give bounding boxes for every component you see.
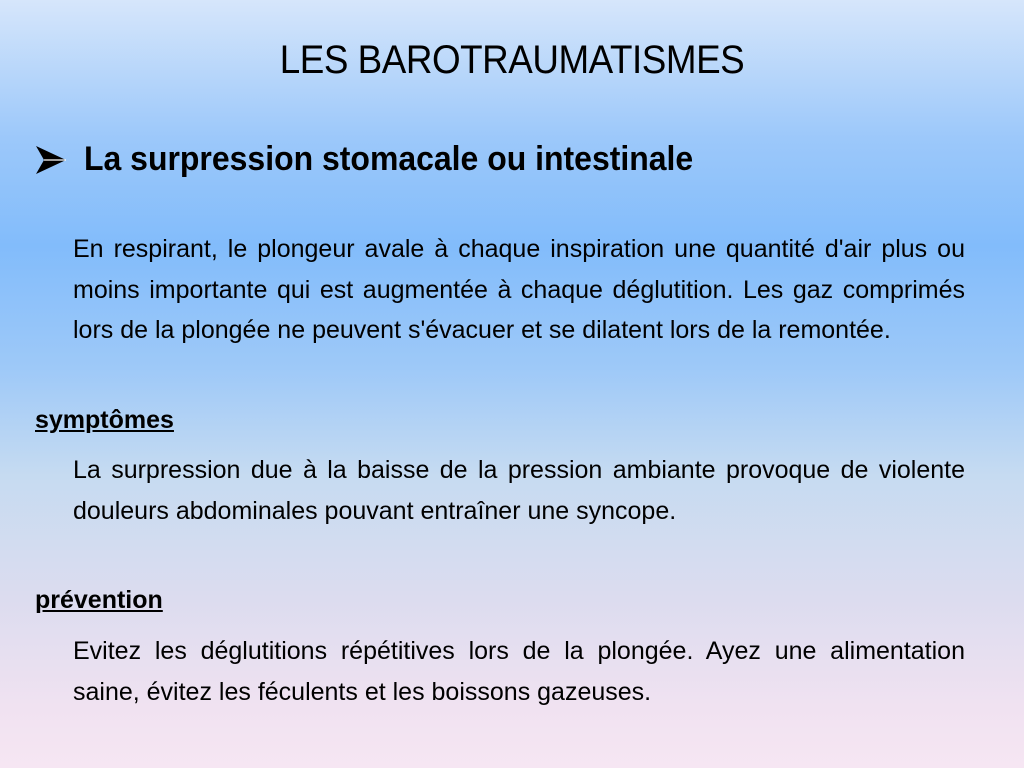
prevention-paragraph: Evitez les déglutitions répétitives lors de la plongée. Ayez une alimentation saine, évitez les féculents et les boissons gazeuses. [73, 637, 965, 706]
arrow-bullet-icon [34, 143, 68, 177]
prevention-label: prévention [35, 586, 163, 614]
symptoms-paragraph: La surpression due à la baisse de la pression ambiante provoque de violente douleurs abdominales pouvant entraîner une syncope. [73, 456, 965, 525]
section-heading: La surpression stomacale ou intestinale [84, 140, 694, 178]
bullet-heading [34, 140, 732, 179]
symptoms-label: symptômes [35, 406, 174, 434]
slide-title: LES BAROTRAUMATISMES [279, 38, 745, 82]
intro-paragraph: En respirant, le plongeur avale à chaque inspiration une quantité d'air plus ou moins importante qui est augmentée à chaque déglutition. Les gaz comprimés lors de la plongée ne peuvent s'évacuer et se dilatent lors de la remontée. [73, 235, 965, 344]
